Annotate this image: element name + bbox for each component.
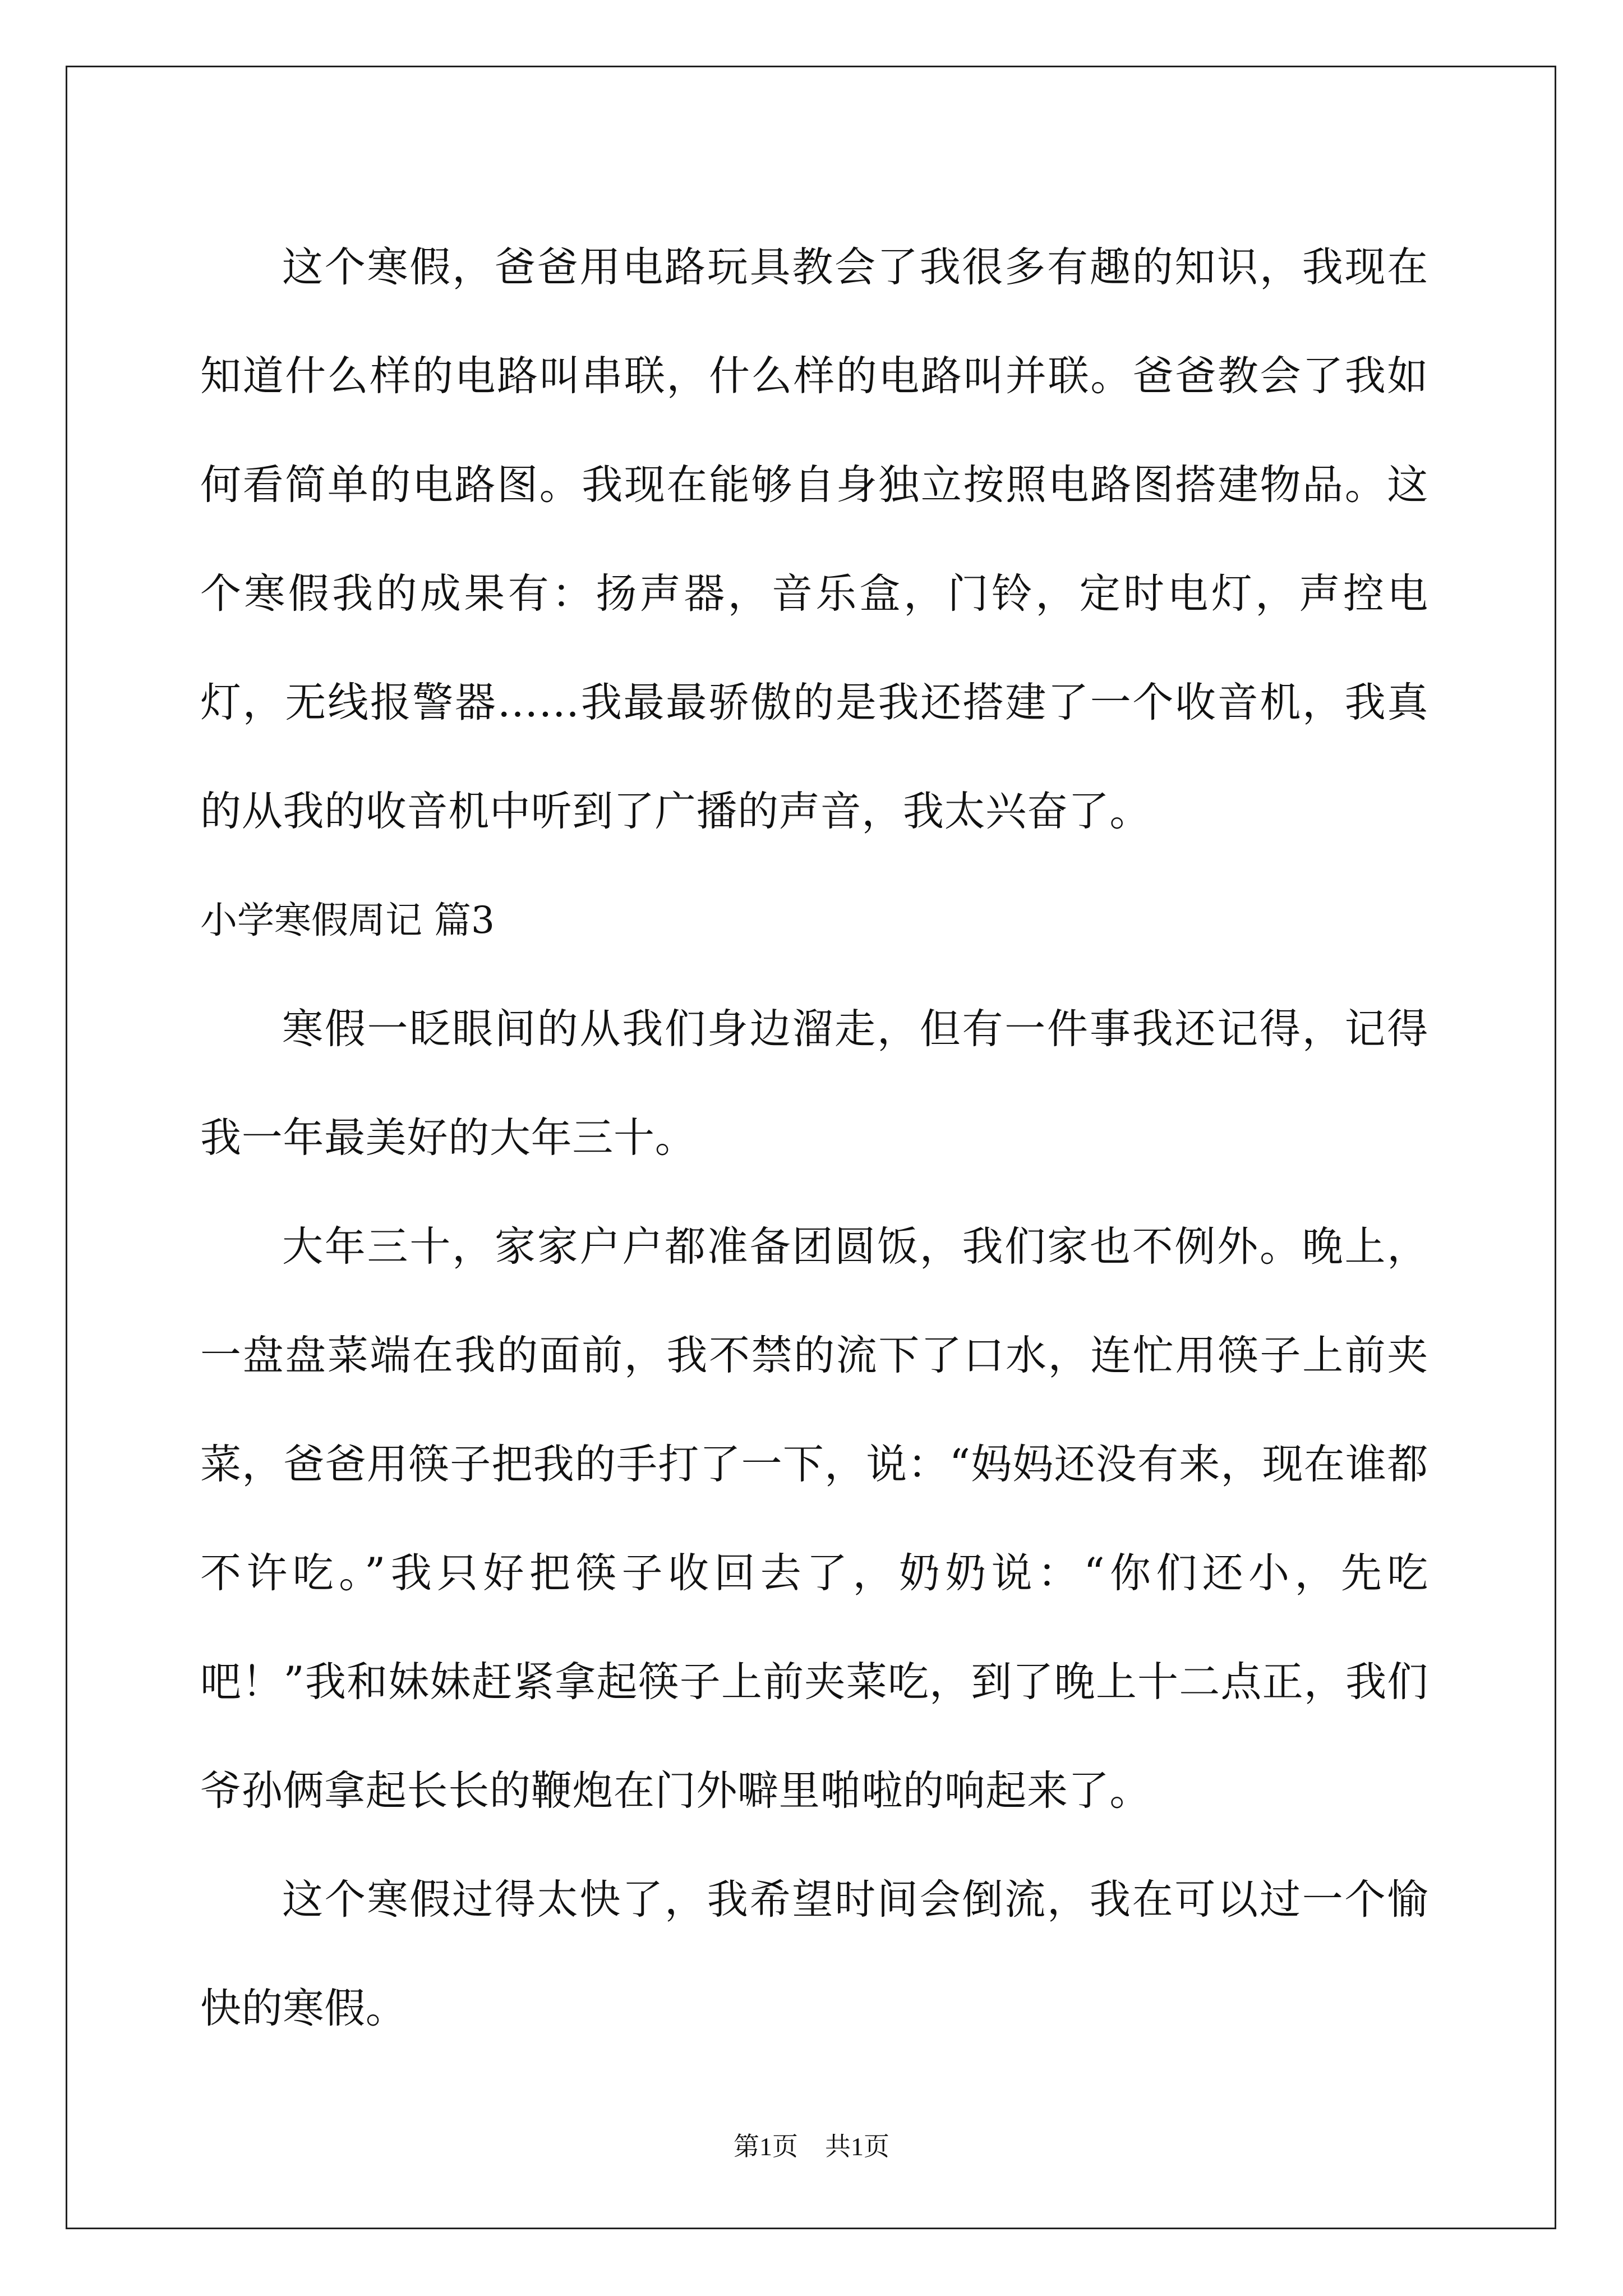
page-footer — [0, 2126, 1623, 2163]
paragraph: 这个寒假，爸爸用电路玩具教会了我很多有趣的知识，我现在知道什么样的电路叫串联，什么样的电路叫并联。爸爸教会了我如何看简单的电路图。我现在能够自身独立按照电路图搭建物品。这个寒假我的成果有：扬声器，音乐盒，门铃，定时电灯，声控电灯，无线报警器……我最最骄傲的是我还搭建了一个收音机，我真的从我的收音机中听到了广播的声音，我太兴奋了。 — [200, 243, 1428, 835]
document-body — [200, 213, 1428, 2063]
paragraph: 这个寒假过得太快了，我希望时间会倒流，我在可以过一个愉快的寒假。 — [200, 1876, 1428, 2032]
paragraph: 大年三十，家家户户都准备团圆饭，我们家也不例外。晚上，一盘盘菜端在我的面前，我不禁的流下了口水，连忙用筷子上前夹菜，爸爸用筷子把我的手打了一下，说：“妈妈还没有来，现在谁都不许吃。”我只好把筷子收回去了，奶奶说：“你们还小，先吃吧！”我和妹妹赶紧拿起筷子上前夹菜吃，到了晚上十二点正，我们爷孙俩拿起长长的鞭炮在门外噼里啪啦的响起来了。 — [200, 1223, 1428, 1815]
section-heading: 小学寒假周记 篇3 — [200, 899, 495, 942]
paragraph: 寒假一眨眼间的从我们身边溜走，但有一件事我还记得，记得我一年最美好的大年三十。 — [200, 1005, 1428, 1162]
page-total: 共1页 — [825, 2132, 889, 2161]
page-number: 第1页 — [734, 2132, 798, 2161]
